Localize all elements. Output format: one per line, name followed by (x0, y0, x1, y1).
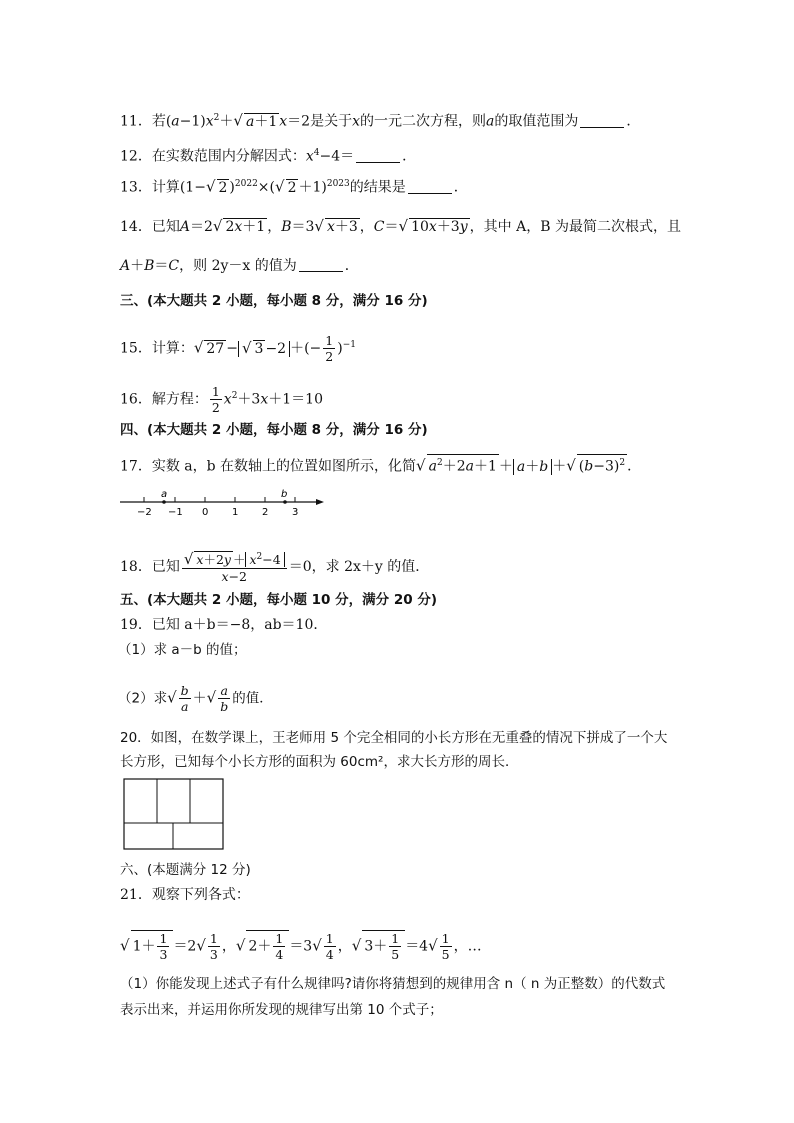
tick-label: 2 (262, 507, 269, 518)
question-20-line1: 20．如图，在数学课上，王老师用 5 个完全相同的小长方形在无重叠的情况下拼成了一个大 (120, 730, 668, 746)
question-19-part2: （2）求√ $\frac{b}{a}$ ＋√ $\frac{a}{b}$ 的值． (118, 683, 273, 714)
question-21-part1-line1: （1）你能发现上述式子有什么规律吗?请你将猜想到的规律用含 n（ n 为正整数）的代数式 (120, 976, 666, 992)
question-18: 18．已知 $\frac{√ x+2y + x^2-4}{x-2}$ ＝0，求 2x＋y 的值． (120, 550, 430, 585)
pattern-formulas: √ 1＋ $\frac{1}{3}$ ＝2√ $\frac{1}{3}$ ，√ 2＋ $\frac{1}{4}$ ＝3√ $\frac{1}{4}$ ，√ 3＋ $\frac{1}{5}$ ＝4√ $\frac{1}{5}$ ，… (120, 931, 482, 962)
section-heading-3: 三、(本大题共 2 小题，每小题 8 分，满分 16 分) (120, 293, 428, 309)
arrow-head-icon (316, 499, 324, 505)
question-17: 17．实数 a，b 在数轴上的位置如图所示，化简√ $a^2+2a+1 + a+b$ ＋√ $(b-3)^2$ ． (120, 454, 641, 477)
question-16: 16．解方程： $\frac{1}{2}$ $x^2+3x+1=10$ (120, 384, 323, 415)
tick-label: 0 (202, 507, 209, 518)
question-19: 19．已知 a＋b＝−8，ab＝10． (120, 617, 328, 633)
question-21-part1-line2: 表示出来，并运用你所发现的规律写出第 10 个式子； (120, 1002, 443, 1018)
section-heading-4: 四、(本大题共 2 小题，每小题 8 分，满分 16 分) (120, 422, 428, 438)
answer-blank[interactable] (299, 257, 343, 272)
question-number: 11． (120, 113, 152, 130)
tick-label: 1 (232, 507, 239, 518)
question-14-line2: A＋B＝C，则 2y－x 的值为 ． (120, 258, 359, 274)
question-11: 11．若$(a-1)x^2+√$ a＋1 x＝2是关于x的一元二次方程，则a的取值范围为 ． (120, 111, 641, 130)
number-line-figure (118, 486, 328, 520)
question-13: 13．计算(1−√ 2 )$^{2022}$×(√ 2 ＋1)$^{2023}$的结果是 ． (120, 177, 468, 196)
tick-label: −1 (168, 507, 183, 518)
question-20-line2: 长方形，已知每个小长方形的面积为 60cm²，求大长方形的周长． (120, 754, 519, 770)
question-14: 14．已知A＝2√ 2x＋1 ，B＝3√ x＋3 ，C＝√ 10x＋3y ，其中 A，B 为最简二次根式，且 (120, 217, 681, 235)
section-heading-6: 六、(本题满分 12 分) (120, 862, 251, 878)
tick-label: −2 (137, 507, 152, 518)
question-12: 12．在实数范围内分解因式：$x^4-4=$ ． (120, 148, 417, 165)
answer-blank[interactable] (408, 179, 452, 194)
question-21: 21．观察下列各式： (120, 887, 250, 903)
answer-blank[interactable] (356, 148, 400, 163)
answer-blank[interactable] (580, 113, 624, 128)
rectangles-figure (123, 778, 225, 850)
question-19-part1: （1）求 a－b 的值； (118, 642, 247, 658)
question-15: 15．计算：√ 27 − √ 3 −2 ＋(− $\frac{1}{2}$ )$^{-1}$ (120, 333, 356, 364)
point-a (162, 500, 166, 504)
point-b (283, 500, 287, 504)
tick-label: 3 (292, 507, 299, 518)
label-a: a (161, 489, 168, 500)
label-b: b (281, 489, 288, 500)
section-heading-5: 五、(本大题共 2 小题，每小题 10 分，满分 20 分) (120, 592, 438, 608)
